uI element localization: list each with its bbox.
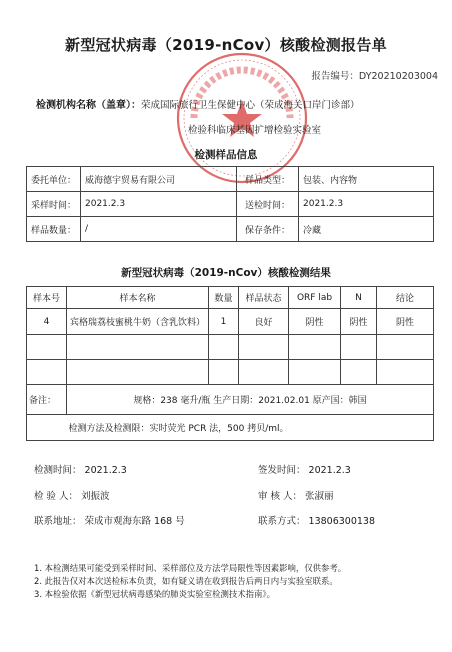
storage-value: 冷藏 (299, 217, 434, 242)
contact: 联系方式： 13806300138 (258, 516, 376, 527)
org-row (36, 96, 360, 111)
remark-value: 规格：238 毫升/瓶 生产日期：2021.02.01 原产国：韩国 (67, 385, 434, 415)
header-cell: 数量 (209, 287, 239, 309)
sample-type-value: 包装、内容物 (299, 167, 434, 192)
notes (34, 562, 346, 601)
test-time: 检测时间： 2021.2.3 (34, 465, 127, 476)
table-row-empty (27, 335, 434, 360)
header-cell: 样本号 (27, 287, 67, 309)
note-item: 2. 此报告仅对本次送检标本负责，如有疑义请在收到报告后两日内与实验室联系。 (34, 576, 338, 586)
note-item: 1. 本检测结果可能受到采样时间、采样部位及方法学局限性等因素影响，仅供参考。 (34, 563, 347, 573)
orf-lab-cell: 阴性 (289, 309, 341, 335)
report-number-label: 报告编号： (311, 71, 359, 82)
quantity-value: / (81, 217, 237, 242)
address: 联系地址： 荣成市观海东路 168 号 (34, 516, 185, 527)
client-value: 威海德宇贸易有限公司 (81, 167, 237, 192)
quantity-label: 样品数量： (27, 217, 81, 242)
header-cell: 样品状态 (239, 287, 289, 309)
sample-info-title: 检测样品信息 (194, 149, 258, 161)
header-cell: 结论 (377, 287, 434, 309)
remark-label: 备注： (27, 385, 67, 415)
sample-info-row (27, 217, 434, 242)
quantity-cell: 1 (209, 309, 239, 335)
org-label: 检测机构名称（盖章）： (36, 100, 141, 111)
report-title: 新型冠状病毒（2019-nCov）核酸检测报告单 (65, 36, 387, 54)
header-cell: 样本名称 (67, 287, 209, 309)
sample-info-table (26, 166, 434, 242)
org-value: 荣成国际旅行卫生保健中心（荣成海关口岸门诊部） (141, 100, 360, 111)
sampling-time-value: 2021.2.3 (81, 192, 237, 217)
report-number-value: DY20210203004 (358, 71, 438, 82)
status-cell: 良好 (239, 309, 289, 335)
results-table (26, 286, 434, 441)
delivery-time-value: 2021.2.3 (299, 192, 434, 217)
header-cell: ORF lab (289, 287, 341, 309)
tester: 检 验 人： 刘振波 (34, 491, 110, 502)
header-cell: N (341, 287, 377, 309)
table-row-empty (27, 360, 434, 385)
reviewer: 审 核 人： 张淑丽 (258, 491, 334, 502)
sampling-time-label: 采样时间： (27, 192, 81, 217)
storage-label: 保存条件： (237, 217, 299, 242)
sample-info-row (27, 192, 434, 217)
lab-name: 检验科临床基因扩增检验实验室 (188, 125, 322, 136)
issue-date: 签发时间： 2021.2.3 (258, 465, 351, 476)
delivery-time-label: 送检时间： (237, 192, 299, 217)
sample-type-label: 样品类型： (237, 167, 299, 192)
sample-name-cell: 宾格瑞荔枝蜜桃牛奶（含乳饮料） (67, 309, 209, 335)
report-number (311, 68, 438, 82)
client-label: 委托单位： (27, 167, 81, 192)
sample-info-row (27, 167, 434, 192)
method-text: 检测方法及检测限：实时荧光 PCR 法，500 拷贝/ml。 (67, 415, 434, 441)
table-row (27, 309, 434, 335)
sample-number-cell: 4 (27, 309, 67, 335)
remark-row (27, 385, 434, 415)
method-row (27, 415, 434, 441)
n-cell: 阴性 (341, 309, 377, 335)
results-header-row (27, 287, 434, 309)
conclusion-cell: 阴性 (377, 309, 434, 335)
note-item: 3. 本检验依据《新型冠状病毒感染的肺炎实验室检测技术指南》。 (34, 589, 275, 599)
results-title: 新型冠状病毒（2019-nCov）核酸检测结果 (121, 267, 331, 279)
